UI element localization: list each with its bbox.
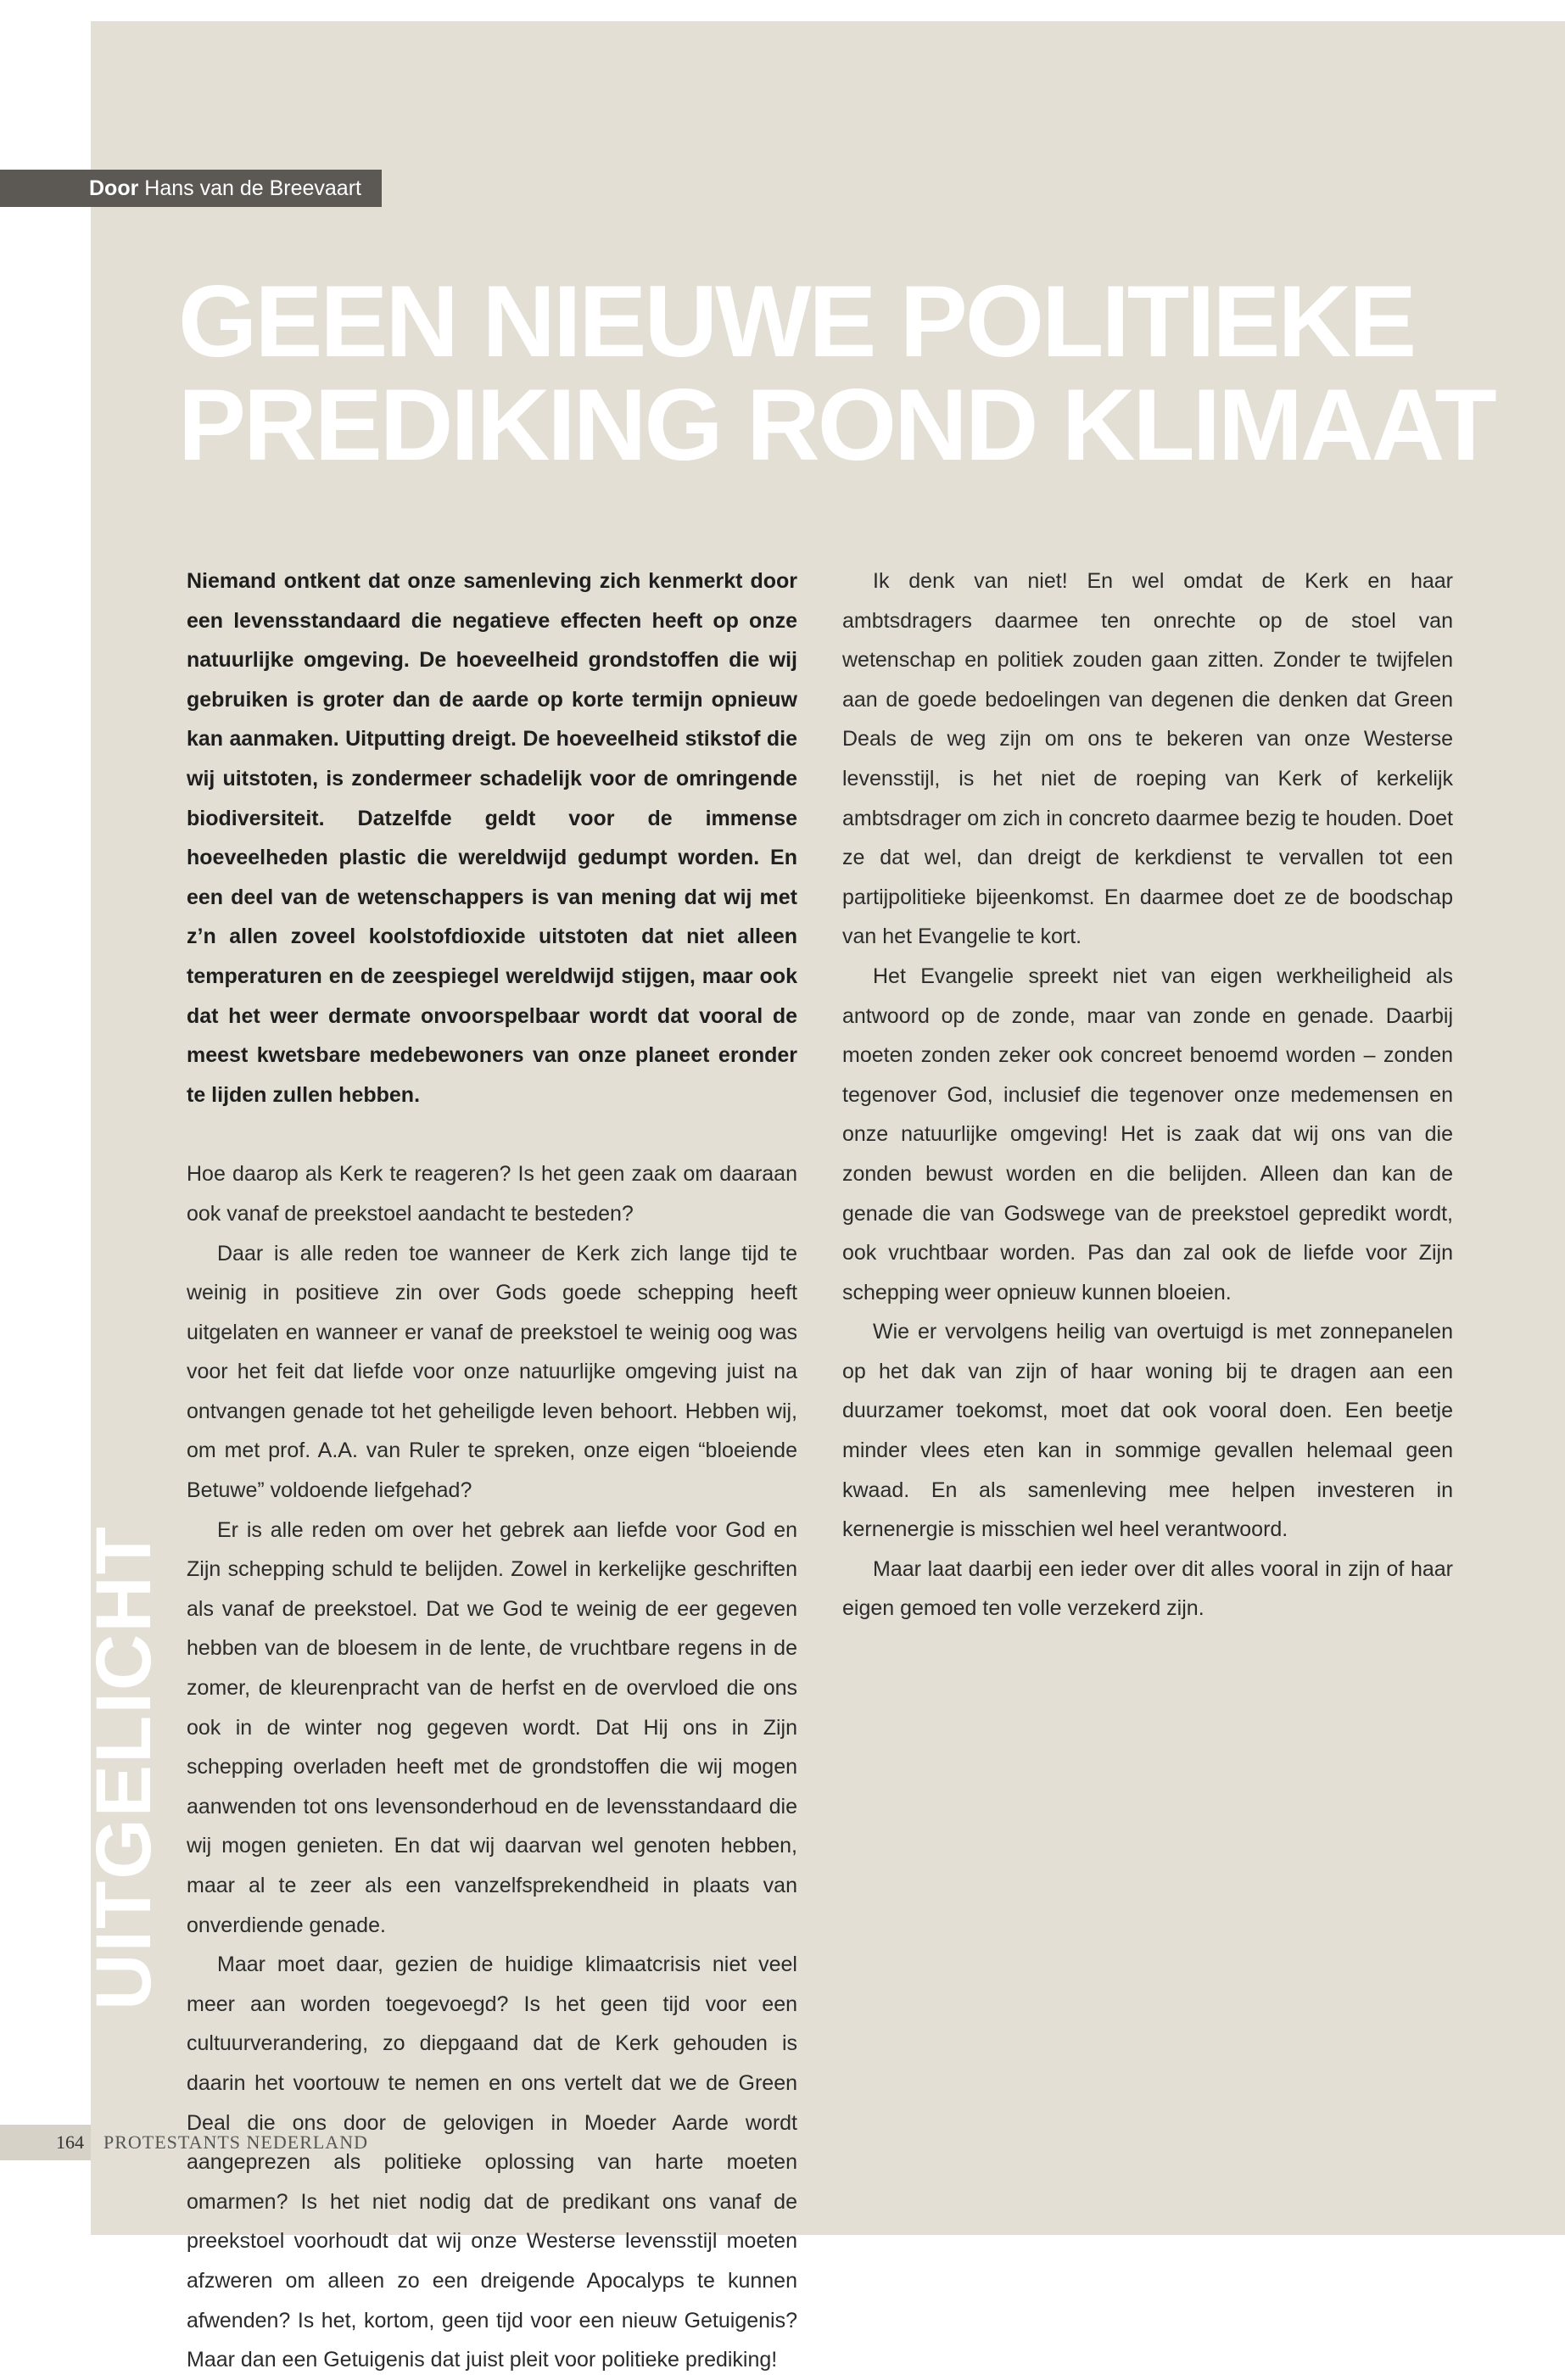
headline-line-2: PREDIKING ROND KLIMAAT	[178, 368, 1495, 482]
byline-prefix: Door	[89, 176, 139, 200]
article-paragraph: Hoe daarop als Kerk te reageren? Is het geen zaak om daaraan ook vanaf de preekstoel aandacht te besteden?	[187, 1162, 797, 1226]
headline-line-1: GEEN NIEUWE POLITIEKE	[178, 265, 1415, 378]
article-column-right	[842, 561, 1453, 1629]
section-label-vertical: UITGELICHT	[81, 1525, 167, 2010]
page-number: 164	[0, 2125, 91, 2160]
byline-author: Hans van de Breevaart	[144, 176, 361, 200]
article-paragraph: Maar laat daarbij een ieder over dit alles vooral in zijn of haar eigen gemoed ten volle verzekerd zijn.	[842, 1556, 1453, 1621]
article-column-left	[187, 561, 797, 2380]
article-paragraph: Maar moet daar, gezien de huidige klimaatcrisis niet veel meer aan worden toegevoegd? Is het geen tijd voor een cultuurverandering, zo diepgaand dat de Kerk gehouden is daarin het voortouw te nemen en ons vertelt dat we de Green Deal die ons door de gelovigen in Moeder Aarde wordt aangeprezen als politieke oplossing van harte moeten omarmen? Is het niet nodig dat de predikant ons vanaf de preekstoel voorhoudt dat wij onze Westerse levensstijl moeten afzweren om alleen zo een dreigende Apocalyps te kunnen afwenden? Is het, kortom, geen tijd voor een nieuw Getuigenis? Maar dan een Getuigenis dat juist pleit voor politieke prediking!	[187, 1953, 797, 2372]
article-paragraph: Ik denk van niet! En wel omdat de Kerk en haar ambtsdragers daarmee ten onrechte op de stoel van wetenschap en politiek zouden gaan zitten. Zonder te twijfelen aan de goede bedoelingen van degenen die denken dat Green Deals de weg zijn om ons te bekeren van onze Westerse levensstijl, is het niet de roeping van Kerk of kerkelijk ambtsdrager om zich in concreto daarmee bezig te houden. Doet ze dat wel, dan dreigt de kerkdienst te vervallen tot een partijpolitieke bijeenkomst. En daarmee doet ze de boodschap van het Evangelie te kort.	[842, 569, 1453, 949]
article-paragraph: Het Evangelie spreekt niet van eigen werkheiligheid als antwoord op de zonde, maar van zonde en genade. Daarbij moeten zonden zeker ook concreet benoemd worden – zonden tegenover God, inclusief die tegenover onze medemensen en onze natuurlijke omgeving! Het is zaak dat wij ons van die zonden bewust worden en die belijden. Alleen dan kan de genade die van Godswege van de preekstoel gepredikt wordt, ook vruchtbaar worden. Pas dan zal ook de liefde voor Zijn schepping weer opnieuw kunnen bloeien.	[842, 964, 1453, 1305]
article-paragraph: Er is alle reden om over het gebrek aan liefde voor God en Zijn schepping schuld te belijden. Zowel in kerkelijke geschriften als vanaf de preekstoel. Dat we God te weinig de eer gegeven hebben van de bloesem in de lente, de vruchtbare regens in de zomer, de kleurenpracht van de herfst en de overvloed die ons ook in de winter nog gegeven wordt. Dat Hij ons in Zijn schepping overladen heeft met de grondstoffen die wij mogen aanwenden tot ons levensonderhoud en de levensstandaard die wij mogen genieten. En dat wij daarvan wel genoten hebben, maar al te zeer als een vanzelfsprekendheid in plaats van onverdiende genade.	[187, 1517, 797, 1937]
article-lead: Niemand ontkent dat onze samenleving zich kenmerkt door een levensstandaard die negatieve effecten heeft op onze natuurlijke omgeving. De hoeveelheid grondstoffen die wij gebruiken is groter dan de aarde op korte termijn opnieuw kan aanmaken. Uitputting dreigt. De hoeveelheid stikstof die wij uitstoten, is zondermeer schadelijk voor de omringende biodiversiteit. Datzelfde geldt voor de immense hoeveelheden plastic die wereldwijd gedumpt worden. En een deel van de wetenschappers is van mening dat wij met z’n allen zoveel koolstofdioxide uitstoten dat niet alleen temperaturen en de zeespiegel wereldwijd stijgen, maar ook dat het weer dermate onvoorspelbaar wordt dat vooral de meest kwetsbare medebewoners van onze planeet eronder te lijden zullen hebben.	[187, 569, 797, 1107]
article-paragraph: Wie er vervolgens heilig van overtuigd is met zonnepanelen op het dak van zijn of haar woning bij te dragen aan een duurzamer toekomst, moet dat ook vooral doen. Een beetje minder vlees eten kan in sommige gevallen helemaal geen kwaad. En als samenleving mee helpen investeren in kernenergie is misschien wel heel verantwoord.	[842, 1320, 1453, 1542]
article-headline	[178, 265, 1501, 482]
article-paragraph: Daar is alle reden toe wanneer de Kerk zich lange tijd te weinig in positieve zin over Gods goede schepping heeft uitgelaten en wanneer er vanaf de preekstoel te weinig oog was voor het feit dat liefde voor onze natuurlijke omgeving juist na ontvangen genade tot het geheiligde leven behoort. Hebben wij, om met prof. A.A. van Ruler te spreken, onze eigen “bloeiende Betuwe” voldoende liefgehad?	[187, 1241, 797, 1503]
byline	[0, 170, 382, 207]
page-footer	[0, 2125, 368, 2160]
publication-name: PROTESTANTS NEDERLAND	[103, 2131, 368, 2153]
